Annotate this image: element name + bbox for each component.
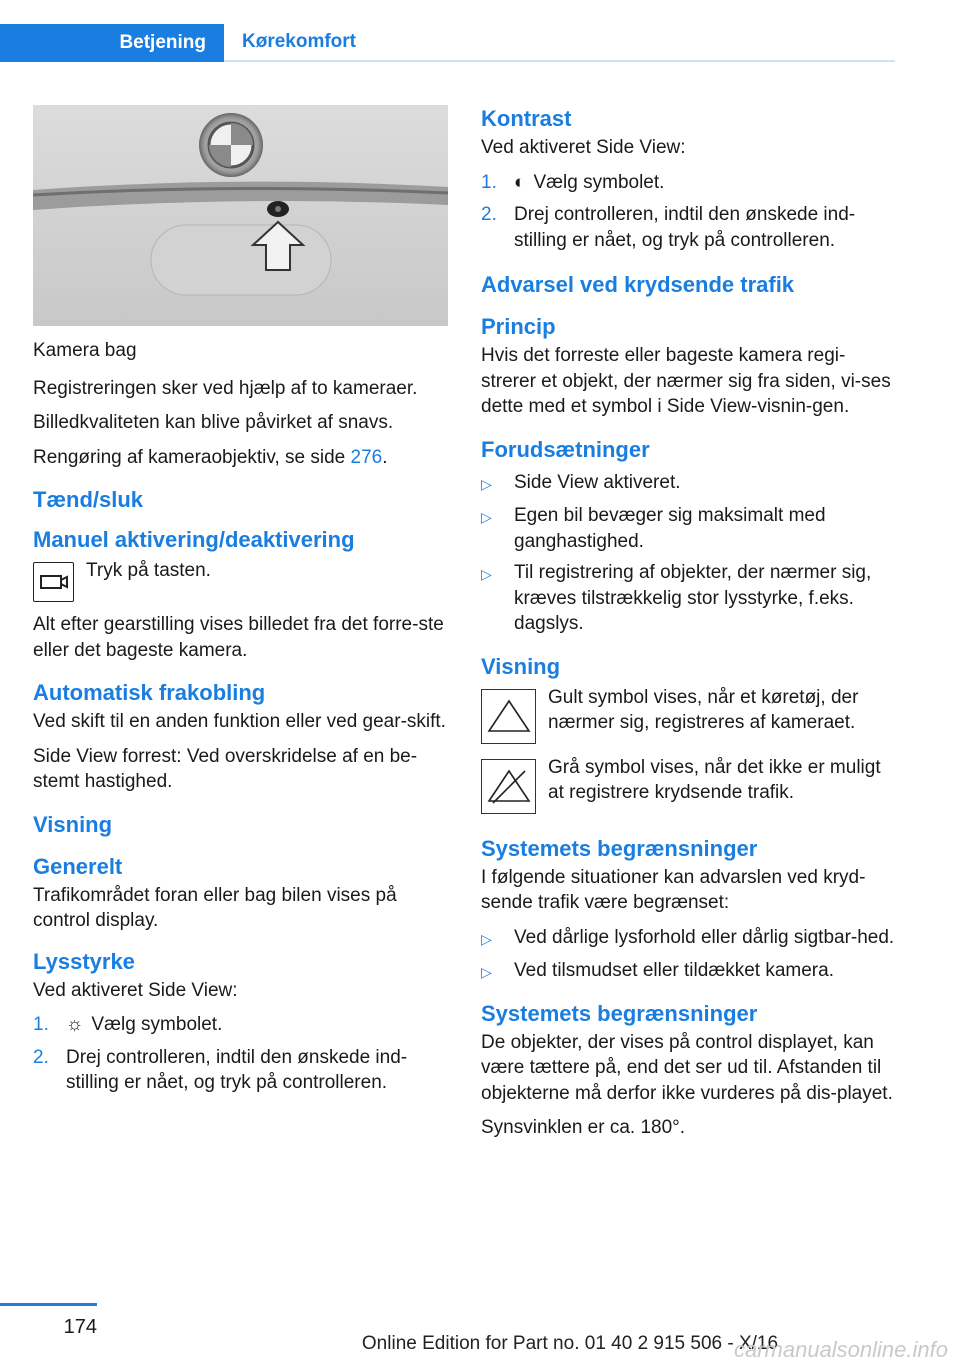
warning-triangle-crossed-icon (481, 759, 536, 814)
heading-manuel: Manuel aktivering/deaktivering (33, 527, 355, 552)
tab-korekomfort[interactable]: Kørekomfort (224, 24, 895, 62)
step-text: Drej controlleren, indtil den ønskede ind‐stilling er nået, og tryk på controlleren. (66, 1046, 408, 1093)
triangle-bullet-icon: ▷ (481, 509, 492, 525)
photo-caption: Kamera bag (33, 340, 137, 361)
heading-generelt: Generelt (33, 853, 123, 879)
step-text: Vælg symbolet. (91, 1014, 223, 1035)
symbol-yellow-row (481, 686, 896, 745)
list-item (481, 170, 896, 196)
text: . (382, 446, 388, 468)
list-item (33, 1045, 448, 1096)
list-item (481, 560, 896, 637)
heading-visning: Visning (33, 811, 113, 837)
triangle-bullet-icon: ▷ (481, 566, 492, 582)
step-number: 1. (33, 1014, 49, 1035)
paragraph: Alt efter gearstilling vises billedet fra det forre‐ste eller det bageste kamera. (33, 614, 444, 661)
heading-automatisk: Automatisk frakobling (33, 680, 266, 705)
requirements-list (481, 470, 896, 637)
triangle-bullet-icon: ▷ (481, 930, 492, 947)
heading-visning-right: Visning (481, 653, 561, 679)
paragraph: Registreringen sker ved hjælp af to kameraer. (33, 377, 418, 399)
list-item (481, 503, 896, 554)
list-item (481, 202, 896, 253)
warning-triangle-icon (481, 689, 536, 744)
symbol-yellow-text: Gult symbol vises, når et køretøj, der nærmer sig, registreres af kameraet. (548, 686, 859, 733)
paragraph: Billedkvaliteten kan blive påvirket af snavs. (33, 412, 394, 433)
page-number: 174 (0, 1303, 97, 1339)
watermark: carmanualsonline.info (733, 1337, 948, 1362)
list-item (481, 925, 896, 953)
rear-camera-photo (33, 105, 448, 326)
heading-begraensninger-1: Systemets begrænsninger (481, 835, 758, 861)
item-text: Ved tilsmudset eller tildækket kamera. (514, 960, 834, 981)
edition-text: Online Edition for Part no. 01 40 2 915 506 - X/16 (361, 1333, 779, 1354)
paragraph: Synsvinklen er ca. 180°. (481, 1117, 686, 1138)
paragraph: Hvis det forreste eller bageste kamera regi‐strerer et objekt, der nærmer sig fra siden, vi‐ses dette med et symbol i Side View-visnin‐gen. (481, 345, 891, 417)
item-text: Ved dårlige lysforhold eller dårlig sigtbar‐hed. (514, 926, 895, 948)
list-item (481, 470, 896, 498)
sun-icon: ☼ (66, 1014, 84, 1035)
heading-forudsaetninger: Forudsætninger (481, 436, 650, 462)
button-instruction-text: Tryk på tasten. (86, 560, 211, 581)
step-number: 1. (481, 171, 497, 193)
step-number: 2. (481, 204, 497, 225)
list-item (33, 1012, 448, 1038)
heading-princip: Princip (481, 314, 556, 339)
paragraph: Ved skift til en anden funktion eller ved gear‐skift. (33, 711, 446, 732)
list-item (481, 958, 896, 986)
step-text: Vælg symbolet. (533, 171, 665, 193)
paragraph: Side View forrest: Ved overskridelse af en be‐stemt hastighed. (33, 745, 418, 792)
header-tabs (0, 24, 895, 62)
symbol-grey-text: Grå symbol vises, når det ikke er muligt at registrere krydsende trafik. (548, 756, 881, 803)
paragraph: De objekter, der vises på control displayet, kan være tættere på, end det ser ud til. Afstanden til objekterne må derfor ikke vurderes på dis‐playet. (481, 1031, 893, 1104)
camera-button-icon (33, 562, 74, 602)
symbol-grey-row (481, 756, 896, 815)
heading-taend-sluk: Tænd/sluk (33, 487, 144, 512)
heading-lysstyrke: Lysstyrke (33, 948, 135, 974)
page-ref-link[interactable]: 276 (350, 446, 383, 468)
paragraph: I følgende situationer kan advarslen ved kryd‐sende trafik være begrænset: (481, 866, 866, 913)
tab-betjening[interactable]: Betjening (0, 24, 224, 62)
heading-advarsel: Advarsel ved krydsende trafik (481, 272, 795, 297)
item-text: Side View aktiveret. (514, 471, 681, 493)
limitations-list (481, 925, 896, 986)
triangle-bullet-icon: ▷ (481, 475, 492, 492)
heading-kontrast: Kontrast (481, 106, 572, 131)
item-text: Til registrering af objekter, der nærmer sig, kræves tilstrækkelig stor lysstyrke, f.eks. dagslys. (514, 562, 872, 634)
contrast-steps (481, 170, 896, 254)
step-text: Drej controlleren, indtil den ønskede ind‐stilling er nået, og tryk på controlleren. (514, 204, 856, 251)
paragraph: Ved aktiveret Side View: (481, 137, 686, 158)
contrast-icon: ◐ (514, 171, 526, 193)
triangle-bullet-icon: ▷ (481, 964, 492, 980)
button-instruction (33, 562, 448, 602)
paragraph: Trafikområdet foran eller bag bilen vises på control display. (33, 884, 397, 931)
item-text: Egen bil bevæger sig maksimalt med ganghastighed. (514, 505, 826, 552)
text: Rengøring af kameraobjektiv, se side (33, 446, 351, 468)
paragraph: Ved aktiveret Side View: (33, 979, 238, 1001)
brightness-steps (33, 1012, 448, 1096)
paragraph (33, 445, 448, 471)
left-column (33, 105, 448, 1106)
right-column (481, 105, 896, 1150)
step-number: 2. (33, 1046, 49, 1068)
heading-begraensninger-2: Systemets begrænsninger (481, 1000, 758, 1026)
